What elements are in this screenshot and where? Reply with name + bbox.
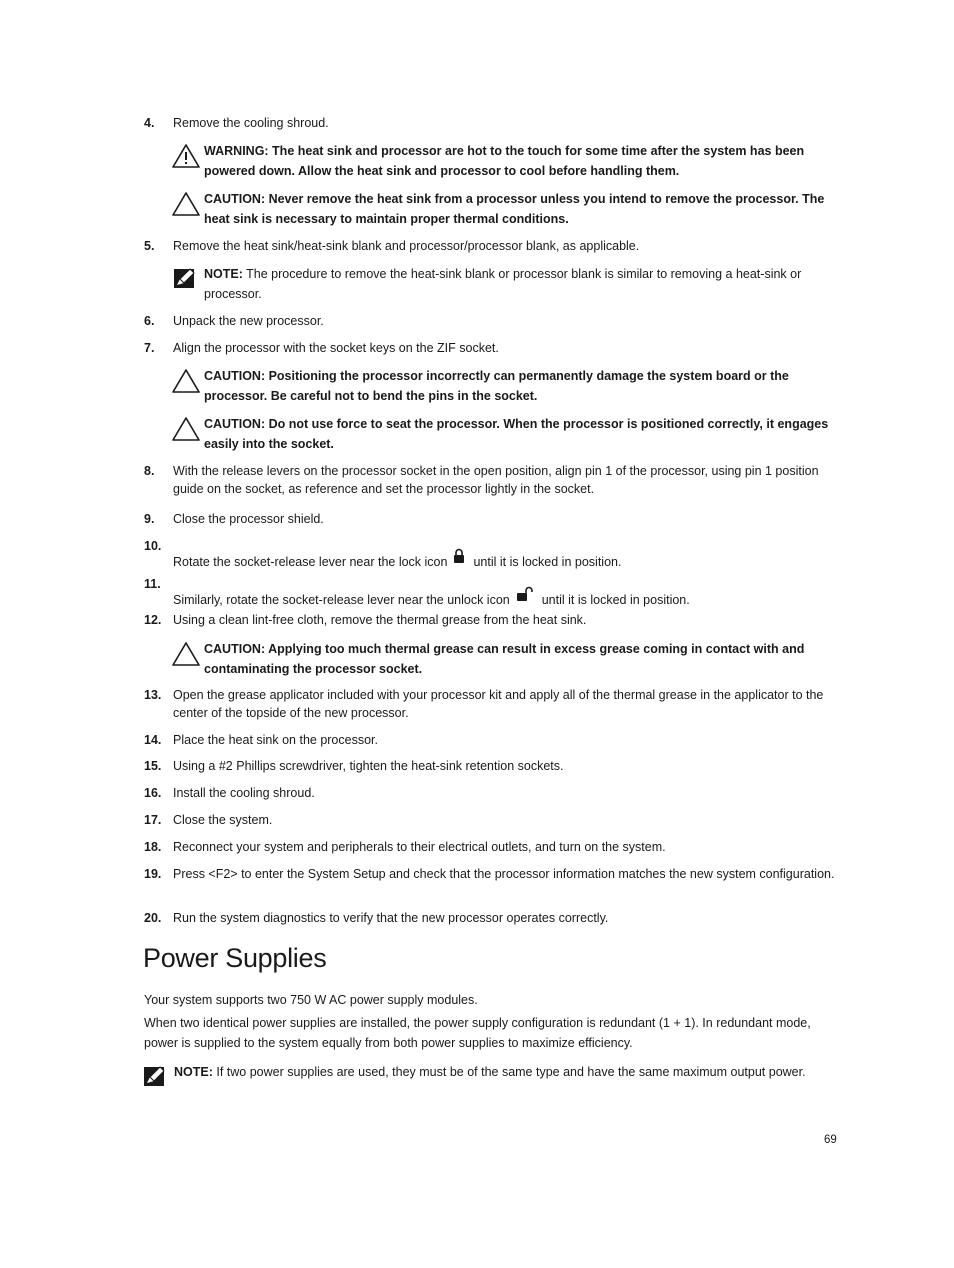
caution-text: CAUTION: Positioning the processor incorrectly can permanently damage the system board or the processor. Be careful not to bend the pins in the socket. (204, 369, 789, 403)
lock-icon (453, 548, 465, 564)
step-number: 10. (144, 539, 162, 553)
step-text: Close the processor shield. (173, 512, 324, 526)
step-text: Remove the cooling shroud. (173, 116, 329, 130)
note-text: The procedure to remove the heat-sink blank or processor blank is similar to removing a heat-sink or processor. (204, 267, 802, 301)
step-number: 9. (144, 512, 155, 526)
step-text: Close the system. (173, 813, 273, 827)
step-number: 14. (144, 733, 162, 747)
step-text: With the release levers on the processor socket in the open position, align pin 1 of the processor, using pin 1 position guide on the socket, as reference and set the processor lightly in the socket. (173, 464, 819, 496)
step-number: 7. (144, 341, 155, 355)
caution-triangle-icon (171, 191, 201, 217)
step-text: Remove the heat sink/heat-sink blank and processor/processor blank, as applicable. (173, 239, 640, 253)
step-number: 11. (144, 577, 161, 591)
note-label: NOTE: (204, 267, 243, 281)
step-number: 15. (144, 759, 162, 773)
step-text: Reconnect your system and peripherals to their electrical outlets, and turn on the system. (173, 840, 666, 854)
step-text-before: Similarly, rotate the socket-release lever near the unlock icon (173, 593, 510, 607)
step-number: 12. (144, 613, 162, 627)
step-number: 8. (144, 464, 155, 478)
note-label: NOTE: (174, 1065, 213, 1079)
caution-text: CAUTION: Never remove the heat sink from a processor unless you intend to remove the processor. The heat sink is necessary to maintain proper thermal conditions. (204, 192, 825, 226)
step-number: 20. (144, 911, 162, 925)
caution-text: CAUTION: Do not use force to seat the processor. When the processor is positioned correctly, it engages easily into the socket. (204, 417, 829, 451)
step-text: Using a clean lint-free cloth, remove the thermal grease from the heat sink. (173, 613, 587, 627)
section-heading: Power Supplies (143, 943, 327, 973)
step-text: Using a #2 Phillips screwdriver, tighten the heat-sink retention sockets. (173, 759, 564, 773)
step-text: Install the cooling shroud. (173, 786, 315, 800)
step-number: 19. (144, 867, 162, 881)
paragraph: When two identical power supplies are installed, the power supply configuration is redundant (1 + 1). In redundant mode, power is supplied to the system equally from both power supplies to maximize efficiency. (144, 1016, 811, 1050)
step-text: Press <F2> to enter the System Setup and check that the processor information matches the new system configuration. (173, 867, 835, 881)
step-number: 13. (144, 688, 162, 702)
caution-triangle-icon (171, 368, 201, 394)
step-number: 17. (144, 813, 162, 827)
step-number: 5. (144, 239, 155, 253)
step-text: Align the processor with the socket keys on the ZIF socket. (173, 341, 499, 355)
step-text: Run the system diagnostics to verify that the new processor operates correctly. (173, 911, 609, 925)
step-text-after: until it is locked in position. (473, 555, 622, 569)
warning-triangle-icon (171, 143, 201, 169)
step-number: 18. (144, 840, 162, 854)
paragraph: Your system supports two 750 W AC power supply modules. (144, 993, 478, 1007)
caution-triangle-icon (171, 416, 201, 442)
step-text-after: until it is locked in position. (541, 593, 690, 607)
caution-text: CAUTION: Applying too much thermal grease can result in excess grease coming in contact with and contaminating the processor socket. (204, 642, 805, 676)
unlock-icon (516, 586, 534, 602)
caution-triangle-icon (171, 641, 201, 667)
note-text: If two power supplies are used, they must be of the same type and have the same maximum output power. (216, 1065, 806, 1079)
step-text: Place the heat sink on the processor. (173, 733, 378, 747)
step-number: 6. (144, 314, 155, 328)
step-text: Open the grease applicator included with your processor kit and apply all of the thermal grease in the applicator to the center of the topside of the new processor. (173, 688, 824, 720)
note-pencil-icon (171, 266, 201, 292)
note-pencil-icon (141, 1064, 171, 1090)
step-number: 4. (144, 116, 155, 130)
step-text-before: Rotate the socket-release lever near the lock icon (173, 555, 448, 569)
step-text: Unpack the new processor. (173, 314, 324, 328)
warning-text: WARNING: The heat sink and processor are hot to the touch for some time after the system has been powered down. Allow the heat sink and processor to cool before handling them. (204, 144, 805, 178)
page-number: 69 (824, 1134, 837, 1146)
step-number: 16. (144, 786, 162, 800)
